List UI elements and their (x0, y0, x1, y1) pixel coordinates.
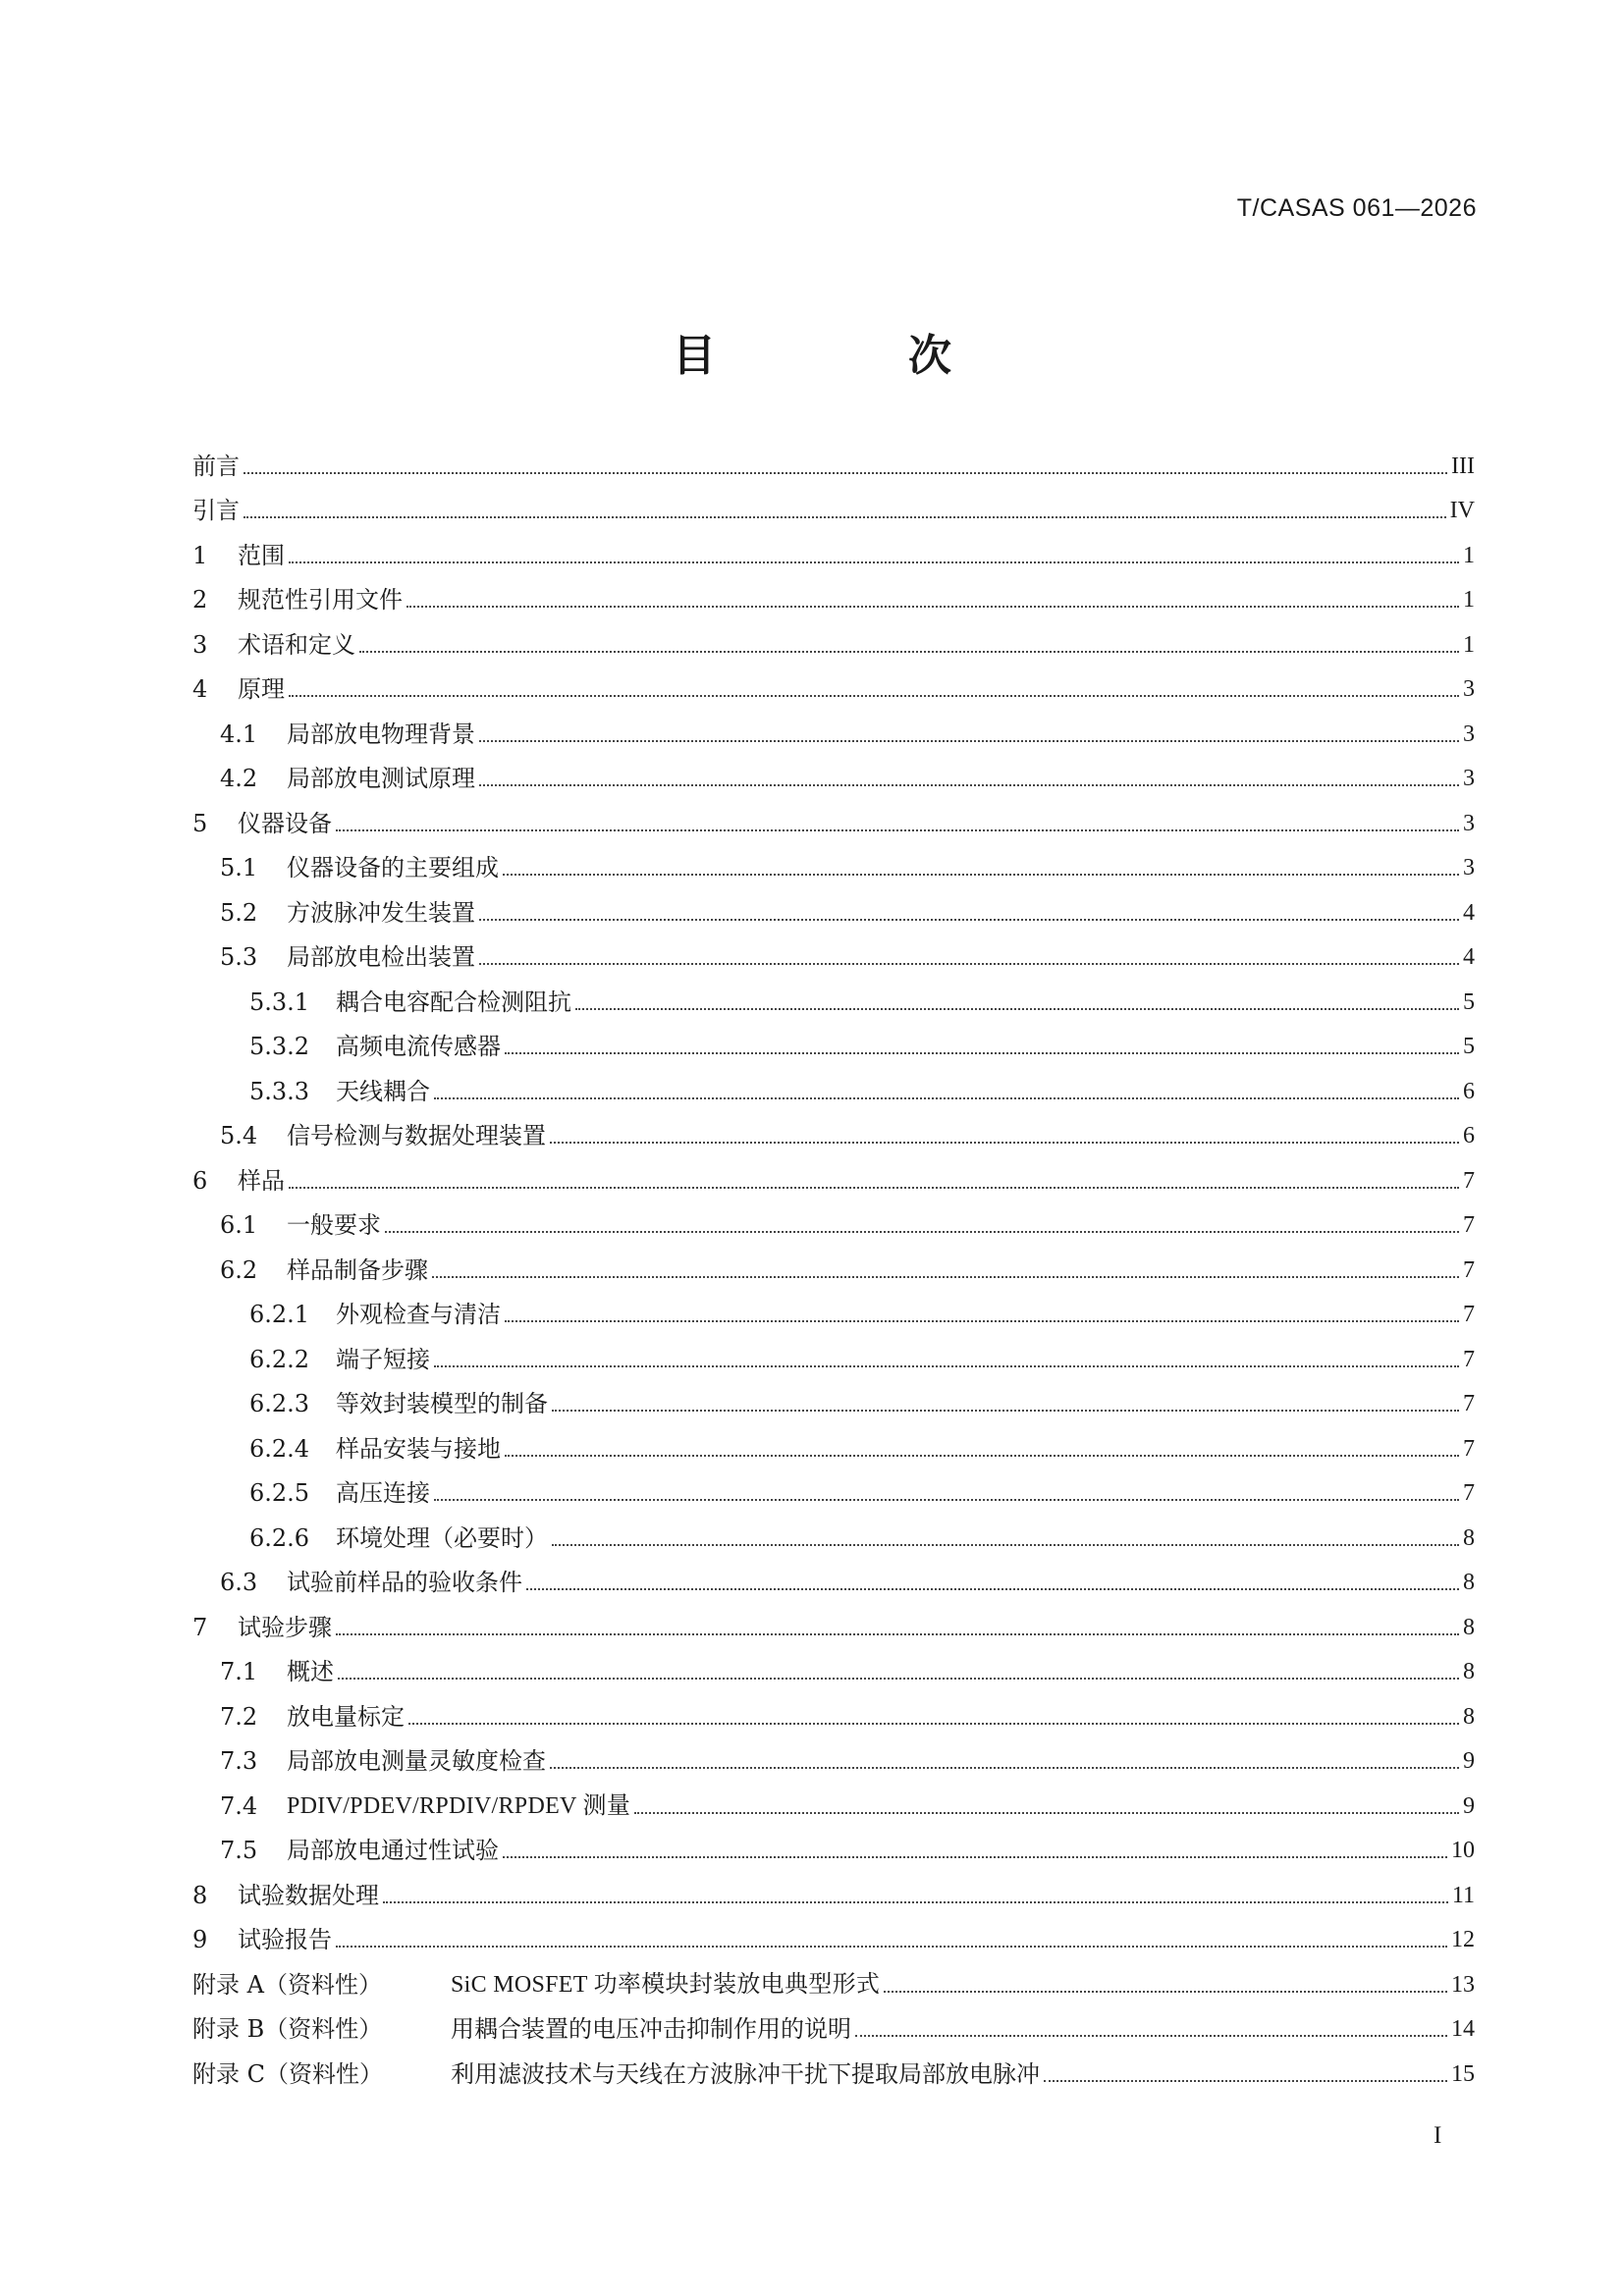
dot-leader (336, 829, 1459, 831)
toc-entry[interactable] (192, 2041, 1475, 2086)
toc-entry[interactable] (192, 1326, 1475, 1371)
toc-entry[interactable] (192, 1951, 1475, 1997)
dot-leader (503, 1856, 1447, 1858)
toc-entry-label: 环境处理（必要时） (336, 1523, 548, 1552)
toc-entry[interactable] (192, 790, 1475, 835)
toc-entry-number: 5.4 (220, 1122, 258, 1149)
dot-leader (434, 1097, 1459, 1099)
toc-entry[interactable] (192, 1773, 1475, 1818)
toc-entry-page: 3 (1463, 766, 1475, 791)
dot-leader (434, 1365, 1459, 1367)
toc-entry-number: 5.2 (220, 898, 258, 927)
toc-entry-page: 1 (1463, 587, 1475, 613)
toc-entry-number: 7.1 (220, 1658, 258, 1685)
toc-entry-number: 6.2.6 (249, 1523, 310, 1552)
toc-entry[interactable] (192, 1997, 1475, 2042)
toc-entry-label: 术语和定义 (238, 630, 355, 659)
toc-entry-label: 试验数据处理 (238, 1881, 379, 1909)
toc-entry-page: 14 (1451, 2016, 1475, 2042)
toc-entry-page: III (1451, 453, 1475, 479)
toc-entry-number: 附录 A（资料性） (192, 1970, 382, 1999)
toc-entry-number: 5.3.1 (249, 988, 310, 1016)
toc-entry[interactable] (192, 1237, 1475, 1282)
toc-entry-label: 概述 (287, 1658, 334, 1685)
dot-leader (385, 1231, 1459, 1233)
toc-entry-page: 3 (1463, 855, 1475, 881)
dot-leader (550, 1142, 1459, 1144)
toc-entry-number: 9 (192, 1926, 208, 1953)
toc-title: 目 次 (673, 331, 1026, 381)
dot-leader (552, 1410, 1459, 1412)
toc-entry-page: 4 (1463, 944, 1475, 970)
toc-entry-page: 9 (1463, 1748, 1475, 1774)
toc-entry-label: 试验前样品的验收条件 (287, 1569, 522, 1596)
dot-leader (338, 1678, 1459, 1680)
toc-entry[interactable] (192, 522, 1475, 567)
toc-entry-label: 规范性引用文件 (238, 586, 403, 614)
toc-entry-number: 6.2.4 (249, 1434, 310, 1463)
toc-entry-number: 6.3 (220, 1569, 258, 1596)
toc-entry-number: 5 (192, 809, 208, 837)
dot-leader (855, 2035, 1447, 2037)
toc-entry-number: 4.1 (220, 720, 258, 748)
dot-leader (479, 963, 1459, 965)
toc-entry[interactable] (192, 746, 1475, 791)
toc-entry-label: 局部放电通过性试验 (287, 1837, 499, 1864)
toc-entry-number: 1 (192, 541, 208, 569)
toc-entry-label: 用耦合装置的电压冲击抑制作用的说明 (451, 2015, 851, 2043)
toc-entry[interactable] (192, 880, 1475, 925)
dot-leader (434, 1499, 1459, 1501)
toc-entry-page: 6 (1463, 1078, 1475, 1104)
toc-entry-page: 3 (1463, 721, 1475, 747)
toc-entry-label: 高压连接 (336, 1479, 430, 1507)
toc-entry-label: 仪器设备的主要组成 (287, 854, 499, 881)
toc-entry-label: PDIV/PDEV/RPDIV/RPDEV 测量 (287, 1792, 631, 1819)
toc-entry[interactable] (192, 657, 1475, 702)
toc-entry-page: 7 (1463, 1167, 1475, 1194)
toc-entry-number: 6.2.3 (249, 1390, 310, 1417)
toc-entry-label: 原理 (238, 675, 285, 703)
toc-entry[interactable] (192, 835, 1475, 881)
toc-entry-label: 局部放电物理背景 (287, 720, 475, 748)
toc-entry[interactable] (192, 567, 1475, 613)
toc-entry[interactable] (192, 1683, 1475, 1729)
toc-entry-label: 高频电流传感器 (336, 1033, 501, 1060)
dot-leader (336, 1946, 1447, 1948)
toc-entry-label: 等效封装模型的制备 (336, 1390, 548, 1417)
toc-entry-page: 7 (1463, 1346, 1475, 1372)
toc-entry-page: 8 (1463, 1703, 1475, 1730)
toc-entry[interactable] (192, 1639, 1475, 1684)
toc-entry-label: 利用滤波技术与天线在方波脉冲干扰下提取局部放电脉冲 (451, 2059, 1040, 2088)
toc-entry-label: 样品 (238, 1166, 285, 1195)
dot-leader (505, 1455, 1459, 1457)
toc-entry-page: 7 (1463, 1302, 1475, 1327)
toc-entry-label: 一般要求 (287, 1211, 381, 1239)
toc-entry[interactable] (192, 1594, 1475, 1639)
toc-entry-number: 5.3.3 (249, 1077, 310, 1105)
toc-entry[interactable] (192, 433, 1475, 478)
toc-entry-page: 6 (1463, 1123, 1475, 1148)
toc-entry-page: 15 (1451, 2060, 1475, 2087)
dot-leader (479, 919, 1459, 921)
toc-entry-label: 仪器设备 (238, 809, 332, 837)
toc-entry-page: 3 (1463, 676, 1475, 702)
toc-entry-page: 4 (1463, 899, 1475, 926)
toc-entry-number: 7.5 (220, 1837, 258, 1864)
toc-entry[interactable] (192, 1818, 1475, 1863)
toc-entry-number: 7.4 (220, 1791, 258, 1820)
toc-entry[interactable] (192, 1148, 1475, 1193)
toc-entry-label: 信号检测与数据处理装置 (287, 1122, 546, 1149)
dot-leader (884, 1991, 1447, 1993)
toc-entry-label: SiC MOSFET 功率模块封装放电典型形式 (451, 1971, 881, 1998)
toc-entry-number: 6.1 (220, 1211, 258, 1239)
dot-leader (575, 1008, 1459, 1010)
toc-entry-number: 7.2 (220, 1702, 258, 1731)
dot-leader (634, 1812, 1459, 1814)
dot-leader (552, 1544, 1459, 1546)
toc-entry-label: 样品制备步骤 (287, 1255, 428, 1284)
toc-entry-label: 试验步骤 (238, 1613, 332, 1641)
dot-leader (1044, 2080, 1447, 2082)
dot-leader (359, 651, 1459, 653)
dot-leader (503, 874, 1459, 876)
toc-entry-label: 放电量标定 (287, 1702, 405, 1731)
dot-leader (289, 561, 1459, 563)
toc-entry-page: 7 (1463, 1391, 1475, 1416)
toc-entry-label: 局部放电测量灵敏度检查 (287, 1747, 546, 1775)
toc-entry-number: 6.2.1 (249, 1301, 310, 1328)
toc-entry-number: 6.2.2 (249, 1345, 310, 1373)
toc-entry-page: 8 (1463, 1570, 1475, 1595)
toc-entry[interactable] (192, 612, 1475, 657)
dot-leader (505, 1052, 1459, 1054)
toc-entry-number: 6 (192, 1166, 208, 1195)
dot-leader (244, 516, 1446, 518)
toc-entry-number: 5.3.2 (249, 1033, 310, 1060)
toc-entry[interactable] (192, 1907, 1475, 1952)
toc-entry-page: 7 (1463, 1256, 1475, 1283)
toc-entry-label: 局部放电测试原理 (287, 765, 475, 792)
dot-leader (550, 1767, 1459, 1769)
toc-entry-label: 外观检查与清洁 (336, 1301, 501, 1328)
toc-entry-page: 7 (1463, 1480, 1475, 1506)
toc-entry[interactable] (192, 1282, 1475, 1327)
dot-leader (505, 1320, 1459, 1322)
toc-entry[interactable] (192, 925, 1475, 970)
toc-entry-label: 范围 (238, 541, 285, 569)
toc-entry-page: 8 (1463, 1524, 1475, 1551)
dot-leader (479, 740, 1459, 742)
toc-entry-label: 引言 (192, 497, 240, 524)
toc-entry[interactable] (192, 701, 1475, 746)
toc-entry-page: 3 (1463, 810, 1475, 836)
toc-entry[interactable] (192, 1729, 1475, 1774)
toc-entry-number: 6.2.5 (249, 1479, 310, 1507)
dot-leader (289, 1187, 1459, 1189)
table-of-contents (192, 433, 1475, 2086)
toc-entry-page: 8 (1463, 1659, 1475, 1684)
toc-entry-page: 5 (1463, 988, 1475, 1015)
toc-entry-label: 局部放电检出装置 (287, 943, 475, 971)
toc-entry-number: 7.3 (220, 1747, 258, 1775)
toc-entry-page: 13 (1451, 1971, 1475, 1998)
dot-leader (244, 472, 1447, 474)
toc-entry-page: IV (1449, 498, 1475, 523)
toc-entry[interactable] (192, 1371, 1475, 1416)
toc-entry[interactable] (192, 1193, 1475, 1238)
toc-entry[interactable] (192, 1058, 1475, 1103)
toc-entry-label: 前言 (192, 452, 240, 480)
toc-entry-page: 7 (1463, 1212, 1475, 1238)
dot-leader (383, 1901, 1448, 1903)
toc-entry-page: 10 (1451, 1838, 1475, 1863)
toc-entry-page: 1 (1463, 542, 1475, 568)
dot-leader (526, 1588, 1459, 1590)
toc-entry[interactable] (192, 1505, 1475, 1550)
dot-leader (406, 606, 1459, 608)
toc-entry[interactable] (192, 1550, 1475, 1595)
dot-leader (479, 784, 1459, 786)
toc-entry[interactable] (192, 1103, 1475, 1148)
toc-entry-number: 4.2 (220, 765, 258, 792)
toc-entry-label: 端子短接 (336, 1345, 430, 1373)
toc-entry-label: 耦合电容配合检测阻抗 (336, 988, 571, 1016)
toc-entry[interactable] (192, 478, 1475, 523)
toc-entry-number: 7 (192, 1613, 208, 1641)
toc-entry-number: 3 (192, 630, 208, 659)
toc-entry-page: 11 (1451, 1882, 1475, 1908)
dot-leader (432, 1276, 1459, 1278)
toc-entry-number: 附录 C（资料性） (192, 2059, 383, 2088)
toc-entry-number: 6.2 (220, 1255, 258, 1284)
toc-entry-page: 12 (1451, 1927, 1475, 1952)
toc-entry[interactable] (192, 969, 1475, 1014)
toc-entry[interactable] (192, 1862, 1475, 1907)
toc-entry-label: 样品安装与接地 (336, 1434, 501, 1463)
toc-entry[interactable] (192, 1014, 1475, 1059)
toc-entry-page: 5 (1463, 1034, 1475, 1059)
toc-entry-number: 5.1 (220, 854, 258, 881)
toc-entry-page: 8 (1463, 1614, 1475, 1640)
toc-entry[interactable] (192, 1415, 1475, 1461)
toc-entry-number: 附录 B（资料性） (192, 2015, 383, 2043)
toc-entry-page: 7 (1463, 1435, 1475, 1462)
page-number: I (1434, 2122, 1442, 2149)
dot-leader (408, 1723, 1459, 1725)
toc-entry-label: 天线耦合 (336, 1077, 430, 1105)
toc-entry-number: 2 (192, 586, 208, 614)
toc-entry-number: 4 (192, 675, 208, 703)
toc-entry[interactable] (192, 1461, 1475, 1506)
toc-entry-page: 9 (1463, 1792, 1475, 1819)
toc-entry-label: 方波脉冲发生装置 (287, 898, 475, 927)
toc-entry-label: 试验报告 (238, 1926, 332, 1953)
toc-entry-number: 8 (192, 1881, 208, 1909)
dot-leader (289, 695, 1459, 697)
toc-entry-number: 5.3 (220, 943, 258, 971)
document-code: T/CASAS 061—2026 (1236, 194, 1477, 222)
toc-entry-page: 1 (1463, 631, 1475, 658)
dot-leader (336, 1633, 1459, 1635)
